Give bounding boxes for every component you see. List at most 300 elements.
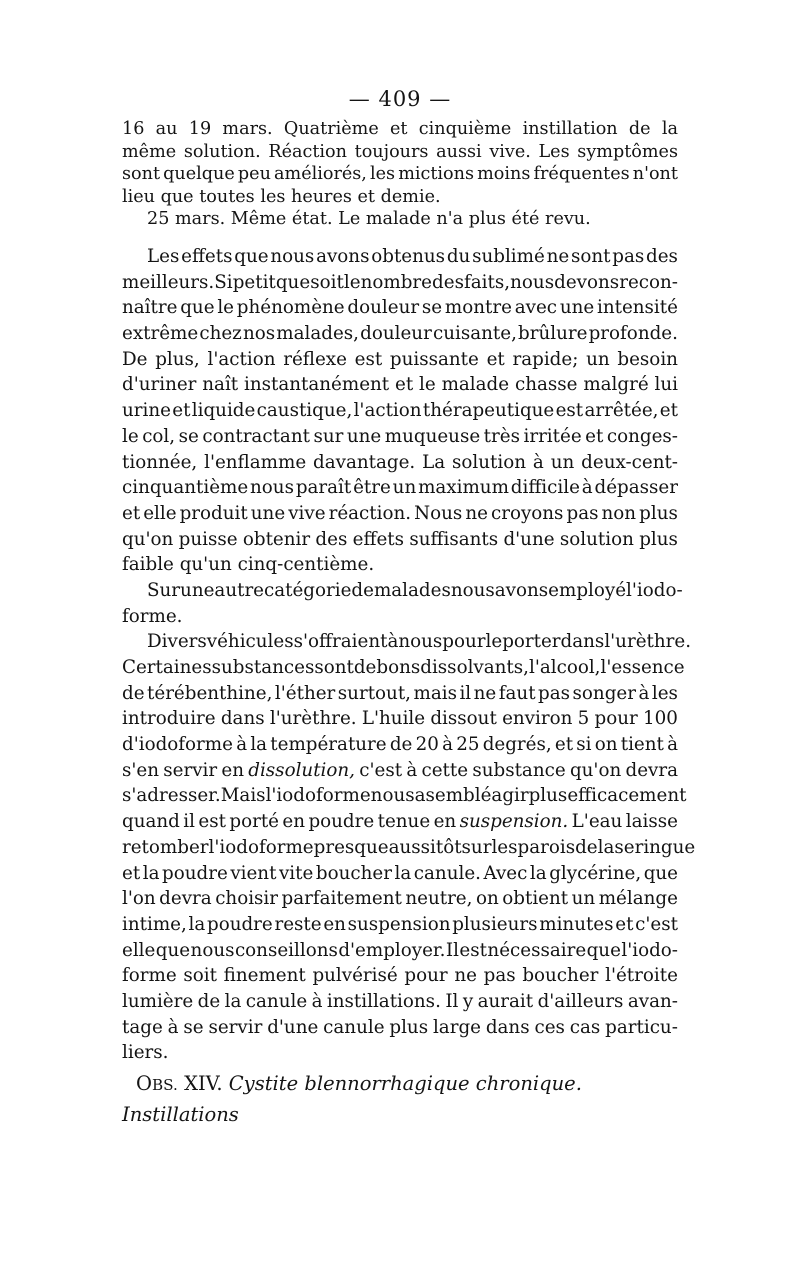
word: et [395, 374, 414, 396]
word: Le [338, 209, 361, 229]
word: toutes [199, 186, 255, 207]
text-line [122, 681, 678, 707]
word: heures [290, 186, 352, 207]
word: ces [534, 1016, 565, 1038]
word: que [160, 186, 194, 207]
word: La [422, 451, 446, 473]
word: avan- [627, 990, 678, 1012]
word: l'étroite [605, 965, 678, 987]
word: large [432, 1016, 481, 1038]
word: la [250, 734, 268, 756]
word: un [392, 477, 417, 499]
word: instantanément [244, 374, 390, 396]
word: difficile [510, 477, 580, 499]
text-line [122, 655, 685, 681]
word: dissolution, [248, 759, 355, 781]
text-line [122, 912, 678, 938]
case-notes [122, 118, 678, 231]
word: particu- [605, 1016, 678, 1038]
word: mars. [174, 209, 226, 229]
word: Avec [483, 862, 528, 884]
word: nous [270, 246, 315, 267]
word: faits, [464, 271, 511, 293]
word: conseillons [234, 939, 338, 961]
word: sublimé [472, 246, 545, 267]
word: reste [274, 913, 322, 935]
word: aussitôt [388, 836, 462, 858]
word: environ [502, 708, 573, 730]
word: de [389, 734, 413, 756]
word: plus [389, 1016, 429, 1038]
word: n'a [436, 209, 464, 229]
word: très [483, 425, 520, 447]
text-line [122, 1015, 678, 1041]
word: ne [546, 246, 570, 267]
word: suspension [347, 913, 451, 935]
word: pas [612, 246, 645, 267]
word: les [491, 836, 518, 858]
word: devons [554, 271, 620, 293]
word: servir [208, 1016, 263, 1038]
word: porté [229, 811, 279, 833]
word: paraît [295, 477, 352, 499]
word: plus [528, 785, 568, 807]
word: Il [445, 990, 459, 1012]
word: Quatrième [283, 119, 379, 139]
text-line [122, 295, 678, 321]
word: est [459, 939, 487, 961]
text-line [122, 424, 678, 450]
word: est [555, 400, 584, 422]
word: au [155, 119, 178, 139]
text-line [122, 321, 678, 347]
text-line [122, 501, 678, 527]
word: est [198, 811, 226, 833]
text-line [122, 372, 678, 398]
word: l'iodoforme [208, 836, 314, 858]
word: songer [572, 682, 636, 704]
word: dans [220, 708, 265, 730]
word: naît [202, 374, 239, 396]
word: on [594, 734, 618, 756]
word: il [183, 811, 195, 833]
word: Mais [220, 785, 266, 807]
word: qu'on [122, 528, 174, 550]
text-line [122, 118, 678, 141]
word: quand [122, 811, 180, 833]
word: neutre, [405, 888, 473, 910]
text-line [122, 783, 687, 809]
word: catégorie [264, 579, 352, 601]
word: urine [122, 400, 171, 422]
word: température [270, 734, 387, 756]
word: sont [122, 164, 161, 184]
word: tenue [377, 811, 431, 833]
word: c'est [359, 759, 403, 781]
word: douleur [360, 323, 432, 345]
word: se [421, 297, 443, 319]
text-line [122, 809, 678, 835]
word: le [343, 271, 361, 293]
word: croyons [490, 502, 564, 524]
word: plus [468, 209, 506, 229]
word: solution [452, 451, 527, 473]
text-line [122, 475, 678, 501]
word: la [142, 862, 160, 884]
word: le [419, 374, 436, 396]
word: introduire [122, 708, 216, 730]
word: nous [450, 579, 495, 601]
word: il [459, 682, 472, 704]
word: c'est [635, 913, 678, 935]
word: nous [370, 785, 415, 807]
word: suffisants [409, 528, 499, 550]
word: l'iodo- [621, 939, 678, 961]
word: un [550, 451, 575, 473]
word: porter [502, 631, 561, 653]
word: minutes [539, 913, 614, 935]
word: les [651, 682, 678, 704]
word: canule [323, 1016, 385, 1038]
text-line [122, 886, 678, 912]
word: demie. [380, 186, 441, 207]
word: toujours [354, 141, 429, 162]
word: instillations. [326, 990, 441, 1012]
word: revu. [545, 209, 591, 229]
word: des [432, 271, 464, 293]
word: être [353, 477, 391, 499]
word: 20 [415, 734, 439, 756]
word: l'urèthre. [604, 631, 692, 653]
word: thérapeutique [422, 400, 555, 422]
text-line [122, 527, 678, 553]
word: substance [472, 759, 566, 781]
word: De [122, 348, 148, 370]
word: un [586, 348, 610, 370]
word: vive. [489, 141, 531, 162]
word: malade [365, 209, 431, 229]
word: d'une [503, 528, 555, 550]
word: vite [278, 862, 314, 884]
word: elle [143, 502, 177, 524]
word: malade [441, 374, 510, 396]
word: la [529, 862, 547, 884]
observation-number: XIV. [184, 1072, 223, 1095]
word: de [353, 657, 377, 678]
text-line [122, 398, 678, 424]
word: obtenus [371, 246, 446, 267]
word: l'iodoforme [265, 785, 371, 807]
word: tage [122, 1016, 163, 1038]
word: recon- [619, 271, 678, 293]
word: L'eau [571, 811, 623, 833]
word: à [167, 1016, 179, 1038]
word: même [122, 141, 177, 162]
word: agir [491, 785, 529, 807]
word: avons [316, 246, 370, 267]
word: qu'un [179, 554, 232, 576]
word: réaction. [328, 502, 412, 524]
word: et [554, 734, 574, 756]
word: et [172, 400, 191, 422]
word: Sur [147, 579, 181, 601]
word: Certaines [122, 657, 212, 678]
word: puisse [178, 528, 238, 550]
text-line [122, 163, 678, 186]
word: de [122, 682, 145, 704]
word: dans [485, 1016, 530, 1038]
word: et [659, 400, 678, 422]
word: autre [214, 579, 264, 601]
word: cette [421, 759, 469, 781]
word: liers. [122, 1042, 169, 1064]
word: réflexe [283, 348, 347, 370]
word: Il [445, 939, 459, 961]
word: symptômes [577, 141, 678, 162]
word: en [323, 913, 346, 935]
word: si [576, 734, 592, 756]
word: l'iodo- [626, 579, 683, 601]
word: à [581, 477, 593, 499]
word: nécessaire [487, 939, 587, 961]
text-line [122, 861, 678, 887]
text-line [122, 270, 678, 296]
text-line [122, 835, 696, 861]
word: est [354, 348, 383, 370]
word: soit [310, 271, 344, 293]
word: qu'on [569, 759, 622, 781]
word: davantage. [313, 451, 416, 473]
word: sur [313, 425, 344, 447]
text-line [122, 244, 678, 270]
word: conges- [606, 425, 678, 447]
word: dissout [430, 708, 497, 730]
word: plus, [155, 348, 200, 370]
text-line [122, 758, 678, 784]
word: tient [620, 734, 664, 756]
word: 19 [188, 119, 212, 139]
word: L'huile [361, 708, 426, 730]
page-number: — 409 — [348, 87, 452, 111]
word: liquide [191, 400, 256, 422]
text-line [122, 208, 678, 231]
word: l'enflamme [204, 451, 307, 473]
text-line [122, 186, 678, 209]
word: d'uriner [122, 374, 197, 396]
word: plus [639, 502, 678, 524]
word: une [250, 502, 286, 524]
word: aussi [436, 141, 482, 162]
word: phénomène [236, 297, 345, 319]
word: l'on [122, 888, 156, 910]
word: pour [594, 708, 638, 730]
word: dissolvants, [420, 657, 529, 678]
word: peu [237, 164, 271, 184]
word: en [221, 759, 244, 781]
word: Les [538, 141, 570, 162]
word: bons [376, 657, 421, 678]
word: Divers [147, 631, 207, 653]
word: à [387, 631, 399, 653]
word: mais [413, 682, 457, 704]
word: 25 [456, 734, 480, 756]
word: produit [179, 502, 248, 524]
word: instillation [522, 119, 618, 139]
word: que [643, 862, 678, 884]
word: ne [465, 502, 488, 524]
word: petit [232, 271, 276, 293]
text-line [122, 604, 678, 630]
word: le [485, 631, 503, 653]
word: malades, [276, 323, 359, 345]
word: montre [444, 297, 512, 319]
word: fréquentes [533, 164, 630, 184]
word: Même [230, 209, 287, 229]
word: 25 [147, 209, 170, 229]
word: cinquantième [122, 477, 249, 499]
word: et [486, 348, 505, 370]
observation-title: Cystite blennorrhagique chronique. Instillations [122, 1072, 582, 1126]
word: extrême [122, 323, 199, 345]
word: sur [461, 836, 492, 858]
word: du [446, 246, 471, 267]
word: solution [559, 528, 634, 550]
word: pas [483, 965, 516, 987]
text-line [122, 1040, 678, 1066]
word: pour [404, 965, 448, 987]
word: améliorés, [274, 164, 367, 184]
word: et [390, 119, 408, 139]
word: que [180, 297, 215, 319]
word: efficacement [567, 785, 687, 807]
word: choisir [215, 888, 279, 910]
word: véhicules [206, 631, 294, 653]
word: faut [498, 682, 536, 704]
word: et [615, 913, 634, 935]
word: pas [538, 682, 571, 704]
word: sont [570, 246, 611, 267]
word: de [628, 119, 651, 139]
word: poudre [162, 862, 228, 884]
word: employé [548, 579, 627, 601]
word: deux-cent- [581, 451, 678, 473]
word: à [532, 451, 544, 473]
word: de [351, 579, 374, 601]
word: mictions [398, 164, 475, 184]
word: Les [147, 246, 180, 267]
word: seringue [614, 836, 696, 858]
word: poudre [308, 811, 375, 833]
word: servir [163, 759, 218, 781]
word: obtenir [242, 528, 311, 550]
word: à [667, 734, 678, 756]
word: on [475, 888, 499, 910]
word: malgré [583, 374, 649, 396]
word: et [357, 186, 375, 207]
word: effets [352, 528, 405, 550]
word: maximum [418, 477, 509, 499]
word: Si [214, 271, 233, 293]
word: vive [288, 502, 326, 524]
word: semblé [425, 785, 492, 807]
word: parois [517, 836, 576, 858]
word: tionnée, [122, 451, 198, 473]
word: plus [639, 528, 678, 550]
word: s'adresser. [122, 785, 221, 807]
word: chasse [514, 374, 578, 396]
word: cinq-centième. [237, 554, 375, 576]
word: contractant [202, 425, 310, 447]
word: les [260, 186, 286, 207]
text-line [122, 629, 692, 655]
word: profonde. [588, 323, 678, 345]
word: effets [181, 246, 233, 267]
word: en [433, 811, 457, 833]
word: lumière [122, 990, 194, 1012]
word: le [122, 425, 139, 447]
word: cinquième [418, 119, 512, 139]
word: état. [291, 209, 333, 229]
word: boucher [522, 965, 599, 987]
word: été [511, 209, 540, 229]
word: devra [159, 888, 212, 910]
text-line [122, 963, 678, 989]
word: avec [514, 297, 558, 319]
word: et [122, 502, 141, 524]
word: la [597, 836, 615, 858]
text-line [122, 450, 678, 476]
word: col, [142, 425, 176, 447]
word: 16 [122, 119, 145, 139]
word: lui [654, 374, 678, 396]
word: cuisante, [432, 323, 517, 345]
word: pulvérisé [312, 965, 398, 987]
word: Nous [414, 502, 463, 524]
word: nos [242, 323, 276, 345]
word: canule. [413, 862, 481, 884]
word: besoin [617, 348, 678, 370]
word: les [370, 164, 396, 184]
word: d'une [267, 1016, 319, 1038]
word: retomber [122, 836, 209, 858]
word: l'essence [600, 657, 685, 678]
word: muqueuse [384, 425, 481, 447]
word: nombre [360, 271, 432, 293]
word: cas [569, 1016, 601, 1038]
word: sont [314, 657, 354, 678]
word: en [282, 811, 306, 833]
word: 100 [643, 708, 678, 730]
word: mars. [222, 119, 273, 139]
word: irritée [523, 425, 582, 447]
word: la [188, 913, 206, 935]
word: de [575, 836, 598, 858]
word: nous [250, 477, 294, 499]
word: obtient [502, 888, 569, 910]
word: une [346, 425, 382, 447]
word: se [178, 425, 199, 447]
text-line [122, 141, 678, 164]
word: intensité [596, 297, 678, 319]
word: ne [473, 682, 497, 704]
word: puissante [389, 348, 479, 370]
word: la [394, 862, 412, 884]
word: laisse [625, 811, 678, 833]
word: degrés, [482, 734, 552, 756]
text-line [122, 732, 678, 758]
word: et [122, 862, 141, 884]
word: intime, [122, 913, 187, 935]
